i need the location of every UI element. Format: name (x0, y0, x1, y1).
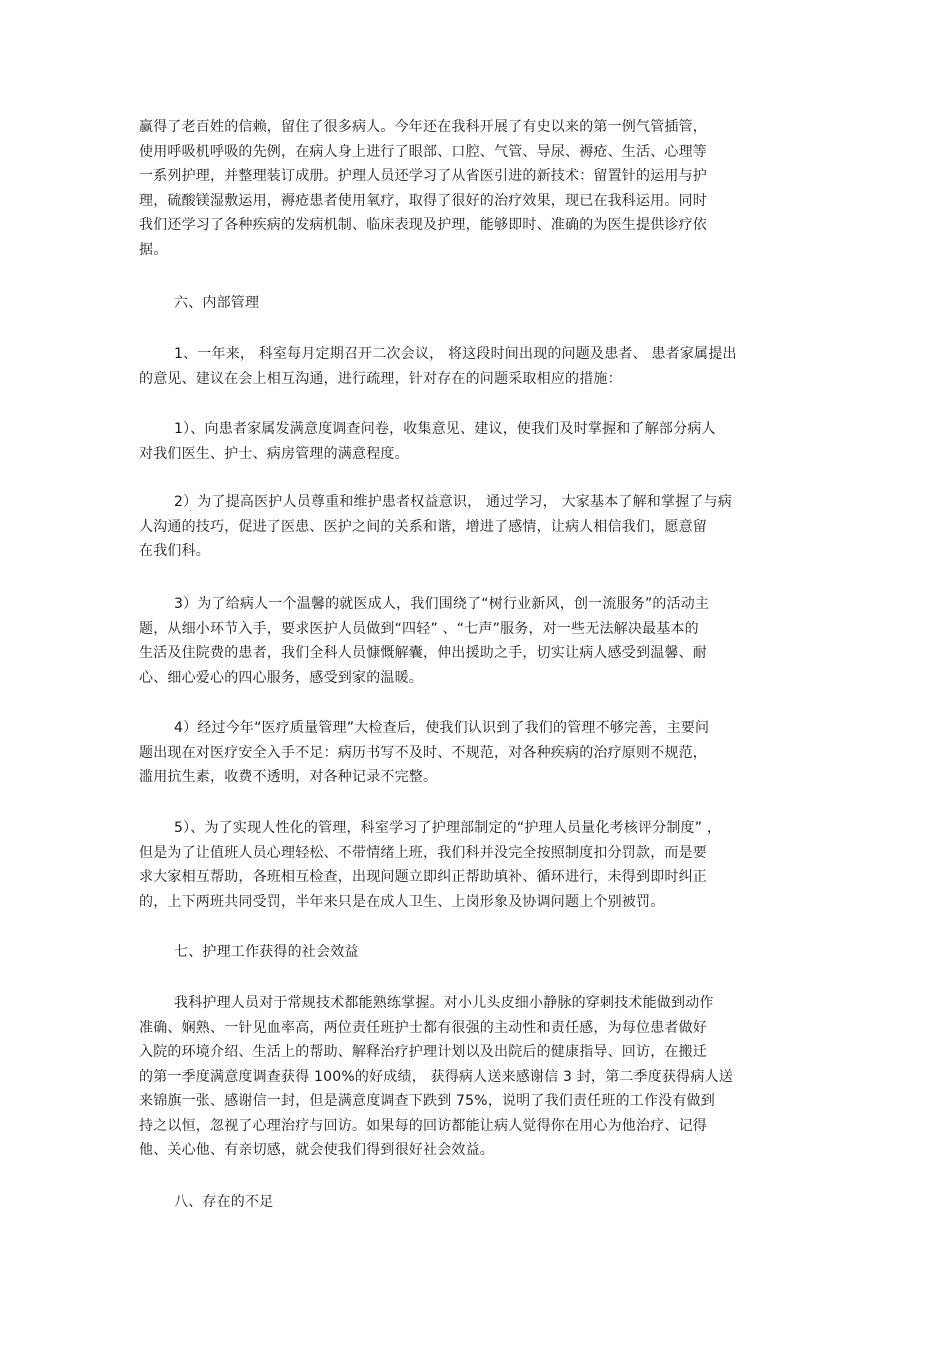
text-line: 2）为了提高医护人员尊重和维护患者权益意识， 通过学习， 大家基本了解和掌握了与病 (174, 494, 733, 510)
text-line: 的，上下两班共同受罚，半年来只是在成人卫生、上岗形象及协调问题上个别被罚。 (139, 893, 665, 910)
text-line: 据。 (139, 241, 168, 258)
text-line: 我科护理人员对于常规技术都能熟练掌握。对小儿头皮细小静脉的穿刺技术能做到动作 (174, 995, 714, 1011)
text-line: 5）、为了实现人性化的管理，科室学习了护理部制定的“护理人员量化考核评分制度” ， (174, 820, 722, 836)
paragraph-item-1-1 (139, 417, 819, 466)
text-line: 滥用抗生素，收费不透明，对各种记录不完整。 (139, 769, 438, 785)
text-line: 入院的环境介绍、生活上的帮助、解释治疗护理计划以及出院后的健康指导、回访，在搬迁 (139, 1044, 707, 1060)
text-line: 赢得了老百姓的信赖，留住了很多病人。今年还在我科开展了有史以来的第一例气管插管， (139, 119, 707, 135)
text-line: 使用呼吸机呼吸的先例，在病人身上进行了眼部、口腔、气管、导尿、褥疮、生活、心理等 (139, 143, 707, 160)
text-line: 理，硫酸镁湿敷运用，褥疮患者使用氧疗，取得了很好的治疗效果，现已在我科运用。同时 (139, 192, 707, 209)
text-line: 心、细心爱心的四心服务，感受到家的温暖。 (139, 669, 423, 686)
text-line: 人沟通的技巧，促进了医患、医护之间的关系和谐，增进了感情，让病人相信我们，愿意留 (139, 518, 707, 535)
text-line: 但是为了让值班人员心理轻松、不带情绪上班，我们科并没完全按照制度扣分罚款，而是要 (139, 844, 707, 861)
text-line: 的第一季度满意度调查获得 100%的好成绩， 获得病人送来感谢信 3 封，第二季度获得病人送 (139, 1068, 733, 1085)
text-line: 在我们科。 (139, 543, 210, 559)
text-line: 3）为了给病人一个温馨的就医成人，我们围绕了“树行业新风，创一流服务”的活动主 (174, 596, 710, 612)
text-line: 对我们医生、护士、病房管理的满意程度。 (139, 445, 409, 462)
text-line: 他、关心他、有亲切感，就会使我们得到很好社会效益。 (139, 1142, 494, 1158)
text-line: 题，从细小环节入手，要求医护人员做到“四轻” 、“七声”服务，对一些无法解决最基本的 (139, 620, 699, 637)
text-line: 4）经过今年“医疗质量管理”大检查后，使我们认识到了我们的管理不够完善，主要问 (174, 720, 710, 736)
paragraph-item-2 (139, 490, 819, 564)
text-line: 1、一年来， 科室每月定期召开二次会议， 将这段时间出现的问题及患者、 患者家属提出 (174, 346, 737, 362)
text-line: 来锦旗一张、感谢信一封，但是满意度调查下跌到 75%，说明了我们责任班的工作没有做到 (139, 1093, 715, 1109)
section-heading-shortcomings (139, 1190, 819, 1215)
text-line: 的意见、建议在会上相互沟通，进行疏理，针对存在的问题采取相应的措施： (139, 370, 622, 387)
text-line: 持之以恒，忽视了心理治疗与回访。如果每的回访都能让病人觉得你在用心为他治疗、记得 (139, 1117, 707, 1134)
text-line: 题出现在对医疗安全入手不足：病历书写不及时、不规范，对各种疾病的治疗原则不规范， (139, 744, 707, 761)
paragraph-item-3 (139, 592, 819, 690)
section-heading-social-benefits (139, 940, 819, 965)
text-line: 生活及住院费的患者，我们全科人员慷慨解囊，伸出援助之手，切实让病人感受到温馨、耐 (139, 645, 707, 661)
section-heading-internal-management (139, 291, 819, 316)
section-heading: 七、护理工作获得的社会效益 (174, 944, 359, 960)
text-line: 一系列护理，并整理装订成册。护理人员还学习了从省医引进的新技术：留置针的运用与护 (139, 168, 707, 184)
text-line: 我们还学习了各种疾病的发病机制、临床表现及护理，能够即时、准确的为医生提供诊疗依 (139, 217, 707, 233)
paragraph-item-1 (139, 342, 819, 391)
text-line: 求大家相互帮助，各班相互检查，出现问题立即纠正帮助填补、循环进行，未得到即时纠正 (139, 869, 707, 885)
paragraph-item-4 (139, 716, 819, 790)
paragraph-social-benefits (139, 991, 819, 1163)
paragraph-nursing-techniques (139, 115, 819, 262)
section-heading: 八、存在的不足 (174, 1194, 274, 1210)
text-line: 1）、向患者家属发满意度调查问卷，收集意见、建议，使我们及时掌握和了解部分病人 (174, 421, 716, 437)
text-line: 准确、娴熟、一针见血率高，两位责任班护士都有很强的主动性和责任感，为每位患者做好 (139, 1019, 707, 1036)
section-heading: 六、内部管理 (174, 295, 260, 311)
paragraph-item-5 (139, 816, 819, 914)
